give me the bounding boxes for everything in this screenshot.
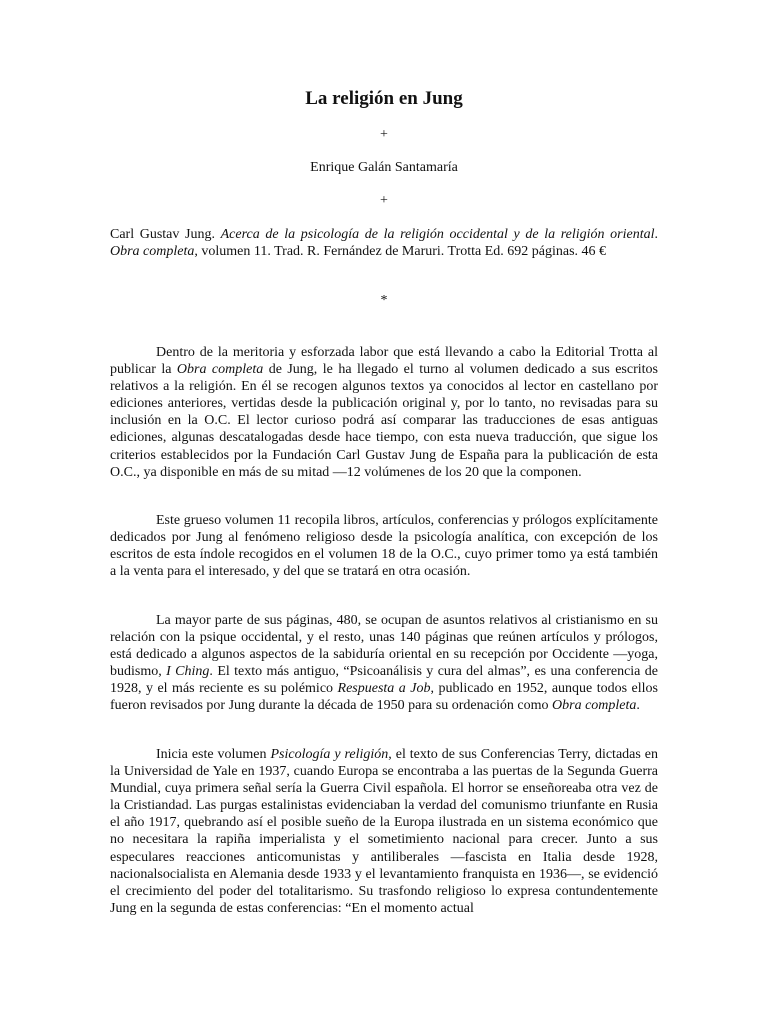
paragraph-4-text-a: Inicia este volumen [156, 747, 271, 762]
paragraph-4-text-b: , el texto de sus Conferencias Terry, dictadas en la Universidad de Yale en 1937, cuando Europa se encontraba a las puertas de la Segunda Guerra Mundial, cuya primera señal sería la Guerra Civil española. El horror se enseñoreaba otra vez de la Cristiandad. Las purgas estalinistas evidenciaban la verdad del comunismo triunfante en Rusia el año 1917, quebrando así el posible sueño de la Europa ilustrada en un sistema económico que no necesitara la rapiña imperialista y el sometimiento nacional para crecer. Junto a sus especulares reacciones anticomunistas y antiliberales —fascista en Italia desde 1928, nacionalsocialista en Alemania desde 1933 y el levantamiento franquista en 1936—, se evidenció el crecimiento del poder del totalitarismo. Su trasfondo religioso lo expresa contundentemente Jung en la segunda de estas conferencias: “En el momento actual [110, 747, 658, 916]
reference-details: , volumen 11. Trad. R. Fernández de Maruri. Trotta Ed. 692 páginas. 46 € [194, 244, 607, 260]
paragraph-3-italic-b: Respuesta a Job [337, 681, 431, 697]
paragraph-3-italic-c: Obra completa [552, 698, 637, 714]
paragraph-4-italic: Psicología y religión [270, 747, 389, 762]
paragraph-3 [110, 612, 658, 715]
document-title: La religión en Jung [305, 88, 463, 109]
book-reference [110, 226, 658, 260]
paragraph-1-text-a: Dentro de la meritoria y esforzada labor que está llevando a cabo la Editorial Trotta al publicar la [110, 345, 658, 378]
separator-asterisk: * [380, 293, 388, 308]
author-name: Enrique Galán Santamaría [310, 160, 458, 175]
paragraph-1 [110, 344, 658, 481]
paragraph-3-text-c: , publicado en 1952, aunque todos ellos fueron revisados por Jung durante la década de 1950 para su ordenación como [110, 681, 658, 714]
paragraph-3-text-a: La mayor parte de sus páginas, 480, se ocupan de asuntos relativos al cristianismo en su relación con la psique occidental, y el resto, unas 140 páginas que reúnen artículos y prólogos, está dedicado a algunos aspectos de la sabiduría oriental en su recepción por Occidente —yoga, budismo, [110, 613, 658, 680]
separator-plus-2: + [380, 193, 388, 208]
reference-separator: . [654, 227, 658, 242]
paragraph-4 [110, 746, 658, 917]
paragraph-3-text-b: . El texto más antiguo, “Psicoanálisis y cura del almas”, es una conferencia de 1928, y el más reciente es su polémico [110, 664, 659, 697]
paragraph-2: Este grueso volumen 11 recopila libros, artículos, conferencias y prólogos explícitamente dedicados por Jung al fenómeno religioso desde la psicología analítica, con excepción de los escritos de esta índole recogidos en el volumen 18 de la O.C., cuyo primer tomo ya está también a la venta para el interesado, y del que se tratará en otra ocasión. [110, 513, 658, 580]
paragraph-1-text-b: de Jung, le ha llegado el turno al volumen dedicado a sus escritos relativos a la religión. En él se recogen algunos textos ya conocidos al lector en castellano por ediciones anteriores, vertidas desde la publicación original y, por lo tanto, no revisadas para su inclusión en la O.C. El lector curioso podrá así comparar las traducciones de esas antiguas ediciones, algunas descatalogadas desde hace tiempo, con esta nueva traducción, que sigue los criterios establecidos por la Fundación Carl Gustav Jung de España para la publicación de esta O.C., ya disponible en más de su mitad —12 volúmenes de los 20 que la componen. [110, 362, 658, 480]
reference-series-title: Obra completa [110, 244, 195, 260]
paragraph-1-italic: Obra completa [176, 362, 264, 378]
separator-plus-1: + [380, 127, 388, 142]
reference-author: Carl Gustav Jung. [110, 227, 221, 242]
reference-book-title: Acerca de la psicología de la religión occidental y de la religión oriental [220, 227, 655, 242]
paragraph-3-italic-a: I Ching [166, 664, 210, 680]
paragraph-3-text-d: . [636, 698, 640, 714]
